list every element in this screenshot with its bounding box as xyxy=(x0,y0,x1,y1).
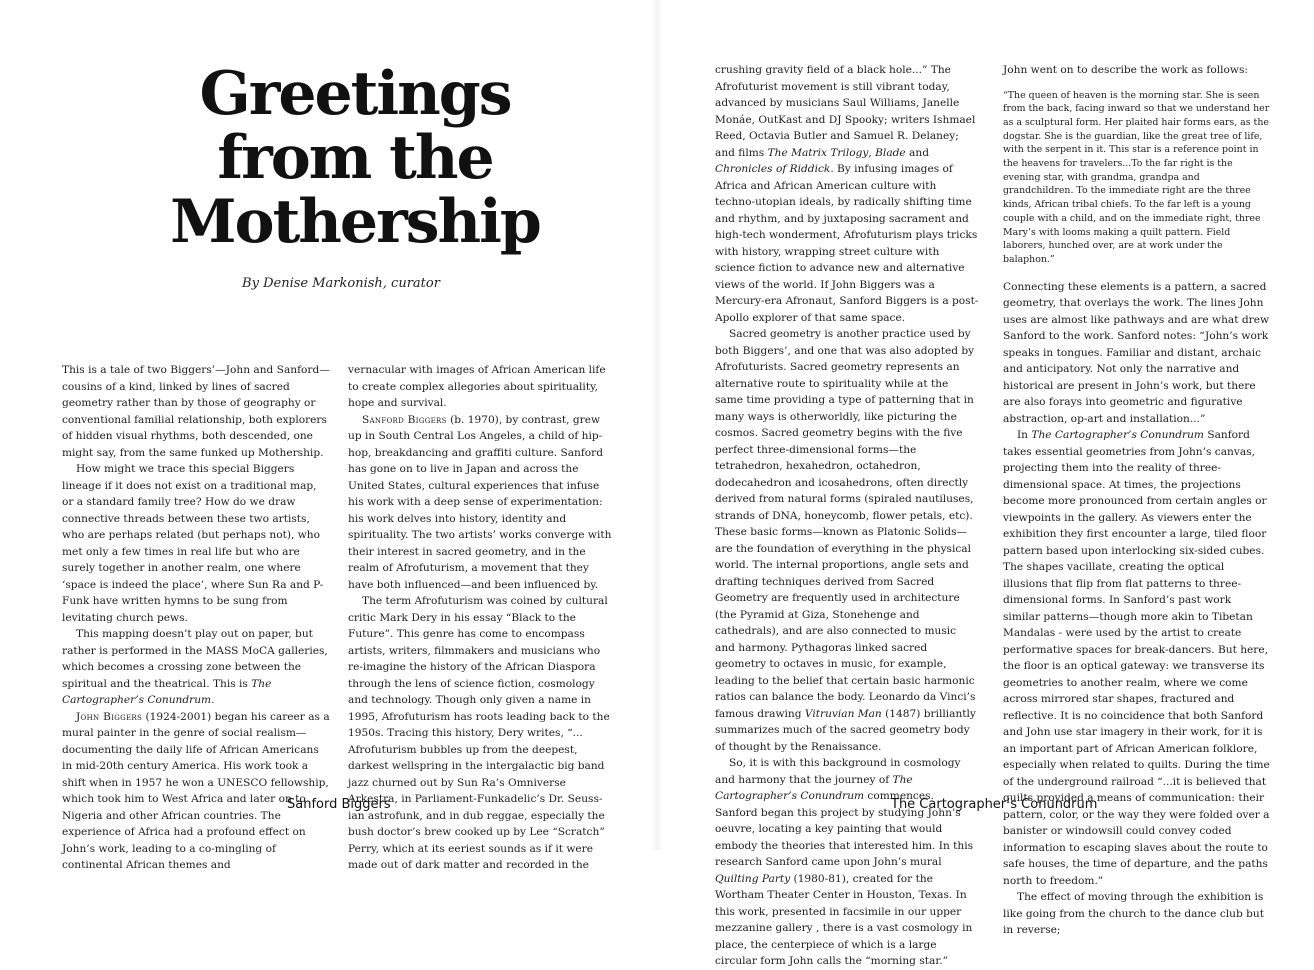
work-title: The Cartographer’s Conundrum xyxy=(1031,429,1204,442)
text-run: This mapping doesn’t play out on paper, but rather is performed in the MASS MoCA galleries, which becomes a crossing zone between the spiritual and the theatrical. This is xyxy=(62,628,328,690)
paragraph xyxy=(1003,427,1271,889)
paragraph: vernacular with images of African American life to create complex allegories about spirituality, hope and survival. xyxy=(348,364,606,409)
paragraph xyxy=(62,626,330,709)
work-title: The Cartographer’s Conundrum xyxy=(715,773,913,802)
paragraph: How might we trace this special Biggers lineage if it does not exist on a traditional map, or a standard family tree? How do we draw connective threads between these two artists, who are perhaps related (but perhaps not), who met only a few times in real life but who are surely together in another realm, one where ‘space is indeed the place’, where Sun Ra and P-Funk have written hymns to be sung from levitating church pews. xyxy=(62,463,324,624)
footer-exhibition: The Cartographer’s Conundrum xyxy=(891,797,1098,812)
text-run: (1924-2001) began his career as a mural painter in the genre of social realism—documenting the daily life of African Americans in mid-20th century America. His work took a shift when in 1957 he won a UNESCO fellowship, which took him to West Africa and later on to Nigeria and other African countries. The experience of Africa had a profound effect on John’s work, leading to a co-mingling of continental African themes and xyxy=(62,710,330,871)
film-title: Blade xyxy=(875,146,906,159)
text-run: and xyxy=(905,146,929,159)
paragraph: Connecting these elements is a pattern, a sacred geometry, that overlays the work. The lines John uses are almost like pathways and are what drew Sanford to the work. Sanford notes: “John’s work speaks in tongues. Familiar and distant, archaic and anticipatory. Not only the narrative and historical are present in John’s work, but there are also forays into geometric and figurative abstraction, op-art and installation...” xyxy=(1003,280,1270,425)
paragraph xyxy=(62,709,330,874)
title-line: Greetings xyxy=(199,59,511,129)
byline: By Denise Markonish, curator xyxy=(242,276,440,291)
text-run: So, it is with this background in cosmology and harmony that the journey of xyxy=(715,757,961,786)
work-title: Vitruvian Man xyxy=(804,707,882,720)
paragraph xyxy=(715,326,979,755)
text-run: (1487) brilliantly summarizes much of the sacred geometry body of thought by the Renaissance. xyxy=(715,707,976,753)
text-run: . By infusing images of Africa and African American culture with techno-utopian ideals, by radically shifting time and rhythm, and by juxtaposing sacrament and high-tech wonderment, Afrofuturism plays tricks with history, wrapping street culture with science fiction to advance new and alternative views of the world. If John Biggers was a Mercury-era Afronaut, Sanford Biggers is a post-Apollo explorer of that same space. xyxy=(715,163,979,324)
film-title: Chronicles of Riddick xyxy=(715,163,831,175)
left-page xyxy=(0,0,657,871)
title-line: Mothership xyxy=(170,187,540,257)
text-run: (1980-81), created for the Wortham Theater Center in Houston, Texas. In this work, presented in facsimile in our upper mezzanine gallery , there is a vast cosmology in place, the centerpiece of which is a large circular form John calls the “morning star.” xyxy=(715,872,973,967)
footer-artist: Sanford Biggers xyxy=(287,797,391,812)
text-run: , xyxy=(868,146,876,159)
right-page xyxy=(657,0,1314,967)
work-title: The Cartographer’s Conundrum xyxy=(62,677,272,706)
film-title: The Matrix Trilogy xyxy=(767,146,869,159)
paragraph: This is a tale of two Biggers’—John and Sanford—cousins of a kind, linked by lines of sacred geometry rather than by those of geography or conventional familial relationship, both explorers of hidden visual rhythms, both descended, one might say, from the same funked up Mothership. xyxy=(62,364,330,459)
artist-name: John Biggers xyxy=(76,710,143,723)
block-quote: “The queen of heaven is the morning star. She is seen from the back, facing inward so that we understand her as a sculptural form. Her plaited hair forms ears, as the dogstar. She is the guardian, like the great tree of life, with the serpent in it. This star is a reference point in the heavens for travelers...To the far right is the evening star, with grandma, grandpa and grandchildren. To the immediate right are the three kinds, African tribal chiefs. To the far left is a young couple with a child, and on the immediate right, three Mary’s with looms making a quilt pattern. Field laborers, hunched over, are at work under the balaphon.” xyxy=(1003,89,1270,265)
text-column-3 xyxy=(715,62,979,970)
text-run: crushing gravity field of a black hole...” The Afrofuturist movement is still vibrant today, advanced by musicians Saul Williams, Janelle Monáe, OutKast and DJ Spooky; writers Ishmael Reed, Octavia Butler and Samuel R. Delaney; and films xyxy=(715,64,976,159)
paragraph xyxy=(715,755,979,970)
text-run: . xyxy=(211,694,215,706)
title-line: from the xyxy=(217,123,493,193)
work-title: Quilting Party xyxy=(715,872,791,885)
artist-name: Sanford Biggers xyxy=(362,413,447,426)
text-run: Sanford takes essential geometries from John’s canvas, projecting them into the reality of three-dimensional space. At times, the projections become more pronounced from certain angles or viewpoints in the gallery. As viewers enter the exhibition they first encounter a large, tiled floor pattern based upon interlocking six-sided cubes. The shapes vacillate, creating the optical illusions that flip from flat patterns to three-dimensional forms. In Sanford’s past work similar patterns—though more akin to Tibetan Mandalas - were used by the artist to create performative spaces for break-dancers. But here, the floor is an optical gateway: we transverse its geometries to another realm, where we come across mirrored star shapes, fractured and reflective. It is no coincidence that both Sanford and John use star imagery in their work, for it is an important part of African American folklore, especially when related to quilts. During the time of the underground railroad “...it is believed that quilts provided a means of communication: their pattern, color, or the way they were folded over a banister or windowsill could convey coded information to escaping slaves about the route to safe houses, the time of departure, and the paths north to freedom.” xyxy=(1003,429,1270,887)
text-run: In xyxy=(1017,429,1032,442)
paragraph xyxy=(348,412,614,594)
paragraph: The effect of moving through the exhibition is like going from the church to the dance club but in reverse; xyxy=(1003,891,1264,937)
text-run: (b. 1970), by contrast, grew up in South Central Los Angeles, a child of hip-hop, breakdancing and graffiti culture. Sanford has gone on to live in Japan and across the United States, cultural experiences that infuse his work with a deep sense of experimentation: his work delves into history, identity and spirituality. The two artists’ works converge with their interest in sacred geometry, and in the realm of Afrofuturism, a movement that they have both influenced—and been influenced by. xyxy=(348,413,612,591)
paragraph: The term Afrofuturism was coined by cultural critic Mark Dery in his essay “Black to the Future”. This genre has come to encompass artists, writers, filmmakers and musicians who re-imagine the history of the African Diaspora through the lens of science fiction, cosmology and technology. Though only given a name in 1995, Afrofuturism has roots leading back to the 1950s. Tracing this history, Dery writes, “... Afrofuturism bubbles up from the deepest, darkest wellspring in the intergalactic big band jazz churned out by Sun Ra’s Omniverse Arkestra, in Parliament-Funkadelic’s Dr. Seuss-ian astrofunk, and in dub reggae, especially the bush doctor’s brew cooked up by Lee “Scratch” Perry, which at its eeriest sounds as if it were made out of dark matter and recorded in the xyxy=(348,595,610,871)
paragraph: John went on to describe the work as follows: xyxy=(1003,64,1248,76)
text-run: Sacred geometry is another practice used by both Biggers’, and one that was also adopted by Afrofuturists. Sacred geometry represents an alternative route to spirituality while at the same time providing a type of patterning that in many ways is otherworldly, like picturing the cosmos. Sacred geometry begins with the five perfect three-dimensional forms—the tetrahedron, hexahedron, octahedron, dodecahedron and icosahedrons, often directly derived from natural forms (spiraled nautiluses, strands of DNA, honeycomb, flower petals, etc). These basic forms—known as Platonic Solids—are the foundation of everything in the physical world. The internal proportions, angle sets and drafting techniques derived from Sacred Geometry are frequently used in architecture (the Pyramid at Giza, Stonehenge and cathedrals), and are also connected to music and harmony. Pythagoras linked sacred geometry to octaves in music, for example, leading to the belief that certain basic harmonic ratios can balance the body. Leonardo da Vinci’s famous drawing xyxy=(715,328,976,720)
article-title xyxy=(160,59,550,257)
paragraph xyxy=(715,62,979,326)
text-run: commences. Sanford began this project by studying John’s oeuvre, locating a key painting that would embody the theories that interested him. In this research Sanford came upon John’s mural xyxy=(715,790,974,868)
